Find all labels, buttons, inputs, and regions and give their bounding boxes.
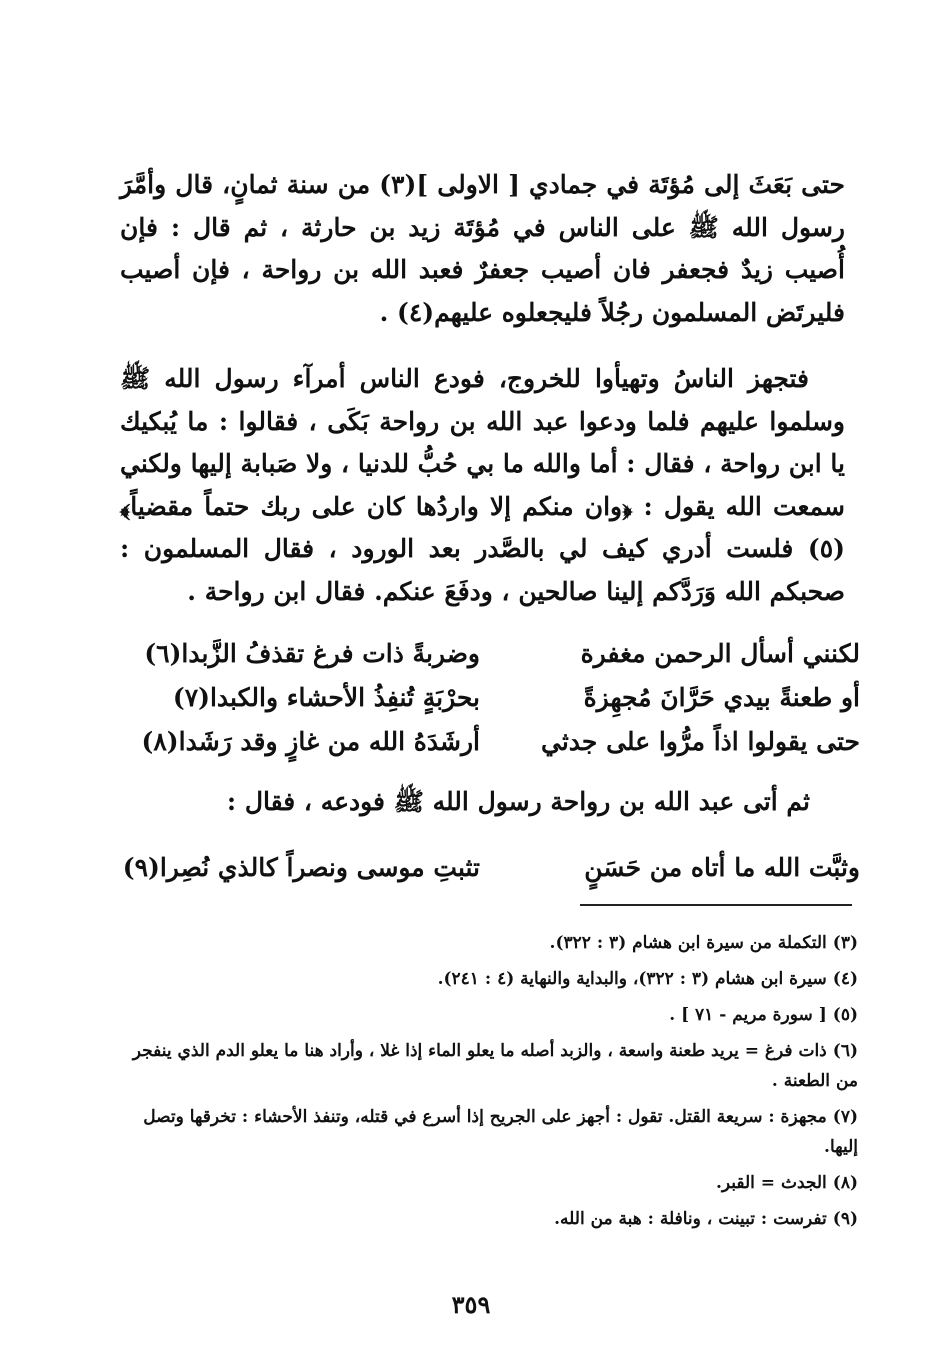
footnote-number: (٧) [832,1107,858,1127]
footnote-4 [120,964,858,994]
verse-2 [120,676,860,720]
footnote-8 [120,1168,858,1198]
verse-second-hemistich: بحرْبَةٍ تُنفِذُ الأحشاء والكبدا(٧) [172,683,480,712]
verse-first-hemistich: حتى يقولوا اذاً مرُّوا على جدثي [541,727,860,756]
footnote-5 [120,1000,858,1030]
verse-second-hemistich: تثبتِ موسى ونصراً كالذي نُصِرا(٩) [122,853,480,882]
footnote-number: (٦) [832,1041,858,1061]
footnotes [120,928,858,1240]
verse-first-hemistich: أو طعنةً بيدي حَرَّانَ مُجهِزةً [583,683,860,712]
verse-second-hemistich: أرشَدَهُ الله من غازٍ وقد رَشَدا(٨) [141,727,480,756]
footnote-number: (٨) [832,1173,858,1193]
footnote-separator [580,904,852,906]
verse-first-hemistich: وثبَّت الله ما أتاه من حَسَنٍ [584,853,860,882]
verse-1 [120,632,860,676]
footnote-3 [120,928,858,958]
verse-3 [120,720,860,764]
footnote-number: (٤) [832,969,858,989]
page-number: ٣٥٩ [451,1290,491,1319]
footnote-text: سيرة ابن هشام (٣ : ٣٢٢)، والبداية والنهاية (٤ : ٢٤١). [437,969,827,989]
bridge-line: ثم أتى عبد الله بن رواحة رسول الله ﷺ فودعه ، فقال : [226,787,810,816]
footnote-text: [ سورة مريم - ٧١ ] . [669,1005,827,1025]
footnote-text: التكملة من سيرة ابن هشام (٣ : ٣٢٢). [549,933,827,953]
footnote-6 [120,1036,858,1096]
verse-second-hemistich: وضربةً ذات فرغ تقذفُ الزَّبدا(٦) [144,639,480,668]
verse-4 [120,844,860,892]
footnote-number: (٩) [832,1209,858,1229]
footnote-text: الجدث = القبر. [715,1173,827,1193]
footnote-text: تفرست : تبينت ، ونافلة : هبة من الله. [554,1209,827,1229]
footnote-number: (٣) [832,933,858,953]
poem-verses-2 [120,844,860,892]
footnote-text: مجهزة : سريعة القتل. تقول : أجهز على الجريح إذا أسرع في قتله، وتنفذ الأحشاء : تخرقها وتصل إليها. [143,1107,858,1157]
verse-first-hemistich: لكنني أسأل الرحمن مغفرة [580,639,860,668]
footnote-number: (٥) [832,1005,858,1025]
paragraph-1: حتى بَعَثَ إلى مُؤتَة في جمادي [ الاولى ](٣) من سنة ثمانٍ، قال وأمَّرَ رسول الله ﷺ على الناس في مُؤتَة زيد بن حارثة ، ثم قال : فإن أُصيب زيدٌ فجعفر فان أصيب جعفرٌ فعبد الله بن رواحة ، فإن أصيب فليرتَض المسلمون رجُلاً فليجعلوه عليهم(٤) . [120,170,845,327]
poem-verses-1 [120,632,860,764]
footnote-9 [120,1204,858,1234]
footnote-7 [120,1102,858,1162]
paragraph-2 [120,358,845,613]
footnote-text: ذات فرغ = يريد طعنة واسعة ، والزبد أصله ما يعلو الماء إذا غلا ، وأراد هنا ما يعلو الدم الذي ينفجر من الطعنة . [132,1041,858,1091]
paragraph-2-text: فتجهز الناسُ وتهيأوا للخروج، فودع الناس أمرآء رسول الله ﷺ وسلموا عليهم فلما ودعوا عبد الله بن رواحة بَكَى ، فقالوا : ما يُبكيك يا ابن رواحة ، فقال : أما والله ما بي حُبُّ للدنيا ، ولا صَبابة إليها ولكني سمعت الله يقول : ﴿وان منكم إلا واردُها كان على ربك حتماً مقضياً﴾(٥) فلست أدري كيف لي بالصَّدر بعد الورود ، فقال المسلمون : صحبكم الله وَرَدَّكم إلينا صالحين ، ودفَعَ عنكم. فقال ابن رواحة . [120,364,845,606]
